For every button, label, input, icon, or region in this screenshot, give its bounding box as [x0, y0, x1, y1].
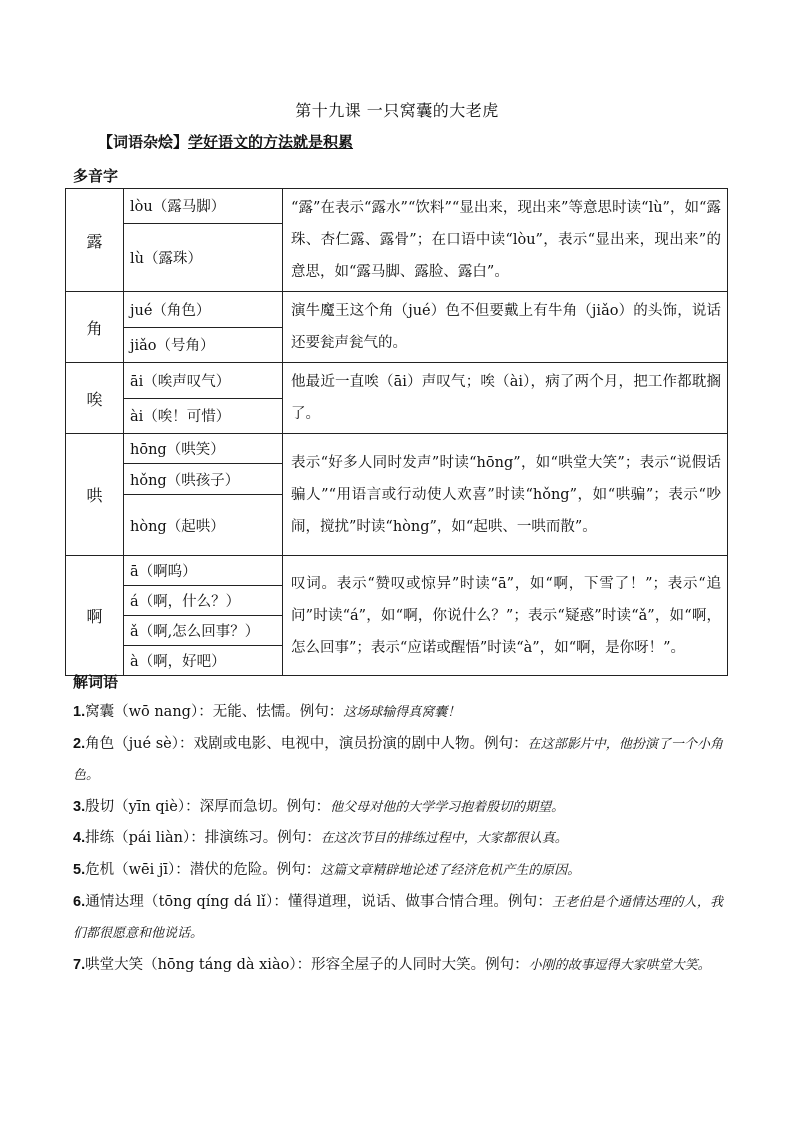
- vocab-number: 5.: [73, 861, 86, 878]
- vocab-item: [73, 887, 723, 950]
- polyphone-row: [66, 363, 728, 399]
- polyphone-char: 露: [66, 189, 124, 292]
- usage-description: 表示“好多人同时发声”时读“hōng”，如“哄堂大笑”；表示“说假话骗人”“用语言或行动使人欢喜”时读“hǒng”，如“哄骗”；表示“吵闹，搅扰”时读“hòng”，如“起哄、一哄而散”。: [283, 434, 728, 556]
- usage-description: 他最近一直唉（āi）声叹气；唉（ài），病了两个月，把工作都耽搁了。: [283, 363, 728, 434]
- vocab-label: 解词语: [73, 673, 119, 691]
- vocab-example: 这场球输得真窝囊！: [343, 705, 461, 720]
- vocab-definition: 殷切（yīn qiè）：深厚而急切。例句：: [85, 798, 331, 815]
- usage-description: “露”在表示“露水”“饮料”“显出来，现出来”等意思时读“lù”，如“露珠、杏仁露、露骨”；在口语中读“lòu”，表示“显出来，现出来”的意思，如“露马脚、露脸、露白”。: [283, 189, 728, 292]
- reading-cell: lòu（露马脚）: [124, 189, 283, 224]
- vocab-item: [73, 950, 723, 982]
- vocab-definition: 危机（wēi jī）：潜伏的危险。例句：: [85, 861, 321, 878]
- vocab-definition: 排练（pái liàn）：排演练习。例句：: [85, 830, 321, 847]
- vocab-number: 7.: [73, 956, 86, 973]
- vocab-item: [73, 855, 723, 887]
- reading-cell: lù（露珠）: [124, 223, 283, 291]
- polyphone-char: 唉: [66, 363, 124, 434]
- usage-description: 叹词。表示“赞叹或惊异”时读“ā”，如“啊，下雪了！”；表示“追问”时读“á”，如“啊，你说什么？”；表示“疑惑”时读“ǎ”，如“啊，怎么回事”；表示“应诺或醒悟”时读“à”，如“啊，是你呀！”。: [283, 556, 728, 676]
- reading-cell: á（啊，什么？）: [124, 586, 283, 616]
- section-heading: [98, 131, 353, 152]
- reading-cell: āi（唉声叹气）: [124, 363, 283, 399]
- section-bracket-label: 【词语杂烩】: [98, 133, 189, 151]
- vocab-example: 在这部影片中，他扮演了一个小角色。: [73, 736, 723, 784]
- vocab-number: 4.: [73, 830, 86, 847]
- section-motto: 学好语文的方法就是积累: [188, 133, 354, 151]
- vocab-number: 3.: [73, 798, 86, 815]
- polyphone-char: 哄: [66, 434, 124, 556]
- page-title: 第十九课 一只窝囊的大老虎: [295, 101, 499, 120]
- reading-cell: ā（啊呜）: [124, 556, 283, 586]
- vocab-item: [73, 697, 723, 729]
- reading-cell: hòng（起哄）: [124, 495, 283, 556]
- vocab-number: 1.: [73, 704, 86, 720]
- vocab-number: 2.: [73, 735, 86, 752]
- vocab-number: 6.: [73, 893, 86, 910]
- polyphone-char: 啊: [66, 556, 124, 676]
- polyphone-char: 角: [66, 292, 124, 363]
- vocab-example: 这篇文章精辟地论述了经济危机产生的原因。: [320, 862, 581, 878]
- vocab-definition: 窝囊（wō nang）：无能、怯懦。例句：: [85, 704, 344, 720]
- vocab-example: 王老伯是个通情达理的人，我们都很愿意和他说话。: [73, 894, 723, 942]
- polyphone-table: [65, 188, 728, 676]
- reading-cell: hǒng（哄孩子）: [124, 464, 283, 495]
- polyphone-row: [66, 189, 728, 224]
- reading-cell: à（啊，好吧）: [124, 646, 283, 676]
- polyphone-row: [66, 556, 728, 586]
- vocab-example: 在这次节目的排练过程中，大家都很认真。: [320, 831, 568, 847]
- polyphone-row: [66, 434, 728, 464]
- vocab-definition: 通情达理（tōng qíng dá lǐ）：懂得道理，说话、做事合情合理。例句：: [85, 893, 553, 910]
- vocab-item: [73, 792, 723, 824]
- vocab-item: [73, 729, 723, 792]
- vocab-item: [73, 823, 723, 855]
- vocab-definition: 角色（jué sè）：戏剧或电影、电视中，演员扮演的剧中人物。例句：: [85, 735, 528, 752]
- reading-cell: jué（角色）: [124, 292, 283, 328]
- vocab-example: 他父母对他的大学学习抱着殷切的期望。: [330, 799, 565, 815]
- reading-cell: jiǎo（号角）: [124, 327, 283, 363]
- vocab-definition: 哄堂大笑（hōng táng dà xiào）：形容全屋子的人同时大笑。例句：: [85, 956, 529, 973]
- reading-cell: hōng（哄笑）: [124, 434, 283, 464]
- usage-description: 演牛魔王这个角（jué）色不但要戴上有牛角（jiǎo）的头饰，说话还要瓮声瓮气的。: [283, 292, 728, 363]
- reading-cell: ǎ（啊,怎么回事？）: [124, 616, 283, 646]
- polyphone-row: [66, 292, 728, 328]
- vocab-example: 小刚的故事逗得大家哄堂大笑。: [528, 957, 711, 973]
- vocab-list: [73, 697, 723, 981]
- polyphone-label: 多音字: [73, 167, 119, 185]
- reading-cell: ài（唉！可惜）: [124, 398, 283, 434]
